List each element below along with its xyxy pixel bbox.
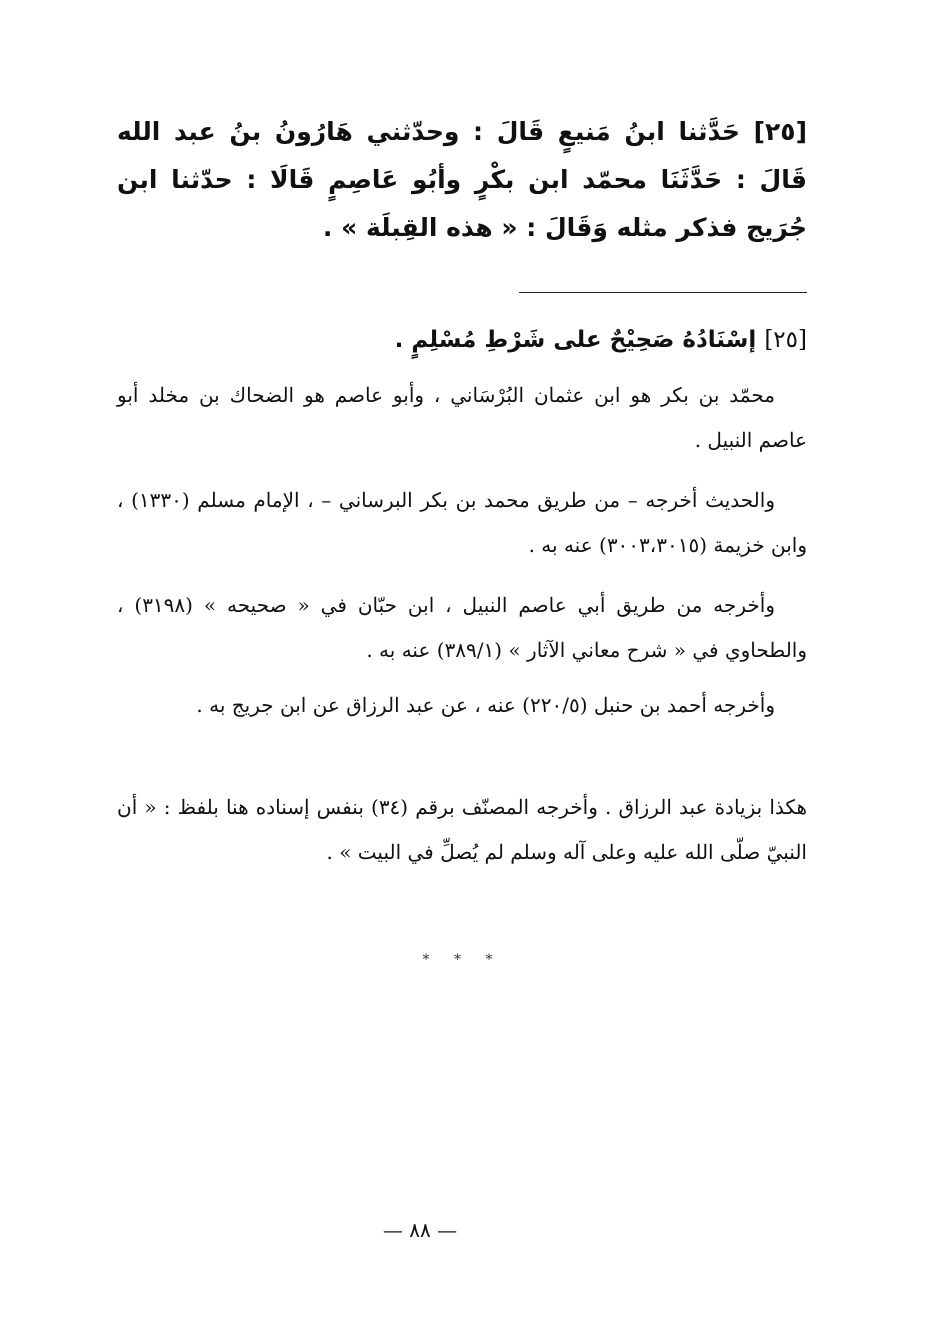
takhrij-muslim: والحديث أخرجه – من طريق محمد بن بكر البرساني – ، الإمام مسلم (١٣٣٠) ، وابن خزيمة (٣٠٠٣،٣٠١٥) عنه به . [117,488,807,557]
hadith-text: [٢٥] حَدَّثنا ابنُ مَنيعٍ قَالَ : وحدّثني هَارُونُ بنُ عبد الله قَالَ : حَدَّثَنَا محمّد ابن بكْرٍ وأبُو عَاصِمٍ قَالَا : حدّثنا ابن جُرَيج فذكر مثله وَقَالَ : « هذه القِبلَة » . [117,117,807,242]
footnote-paragraph [117,373,807,463]
page-number: — ٨٨ — [382,1218,458,1242]
footnote-verdict [117,318,807,362]
footnote-number: [٢٥] [764,327,807,353]
takhrij-ahmad: وأخرجه أحمد بن حنبل (٢٢٠/٥) عنه ، عن عبد الرزاق عن ابن جريج به . [196,693,775,717]
verdict-text: إسْنَادُهُ صَحِيْحٌ على شَرْطِ مُسْلِمٍ . [394,327,757,353]
footnote-paragraph [117,583,807,673]
footnote-paragraph [117,785,807,875]
takhrij-ibn-hibban: وأخرجه من طريق أبي عاصم النبيل ، ابن حبّان في « صحيحه » (٣١٩٨) ، والطحاوي في « شرح معاني الآثار » (٣٨٩/١) عنه به . [117,593,807,662]
narrator-identification: محمّد بن بكر هو ابن عثمان البُرْسَاني ، وأبو عاصم هو الضحاك بن مخلد أبو عاصم النبيل . [117,383,807,452]
footnote-paragraph [117,683,807,728]
footnote-paragraph [117,478,807,568]
section-separator: * * * [422,952,503,968]
footnote-divider [519,292,807,293]
author-cross-reference: هكذا بزيادة عبد الرزاق . وأخرجه المصنّف برقم (٣٤) بنفس إسناده هنا بلفظ : « أن النبيّ صلّى الله عليه وعلى آله وسلم لم يُصلِّ في البيت » . [117,795,807,864]
